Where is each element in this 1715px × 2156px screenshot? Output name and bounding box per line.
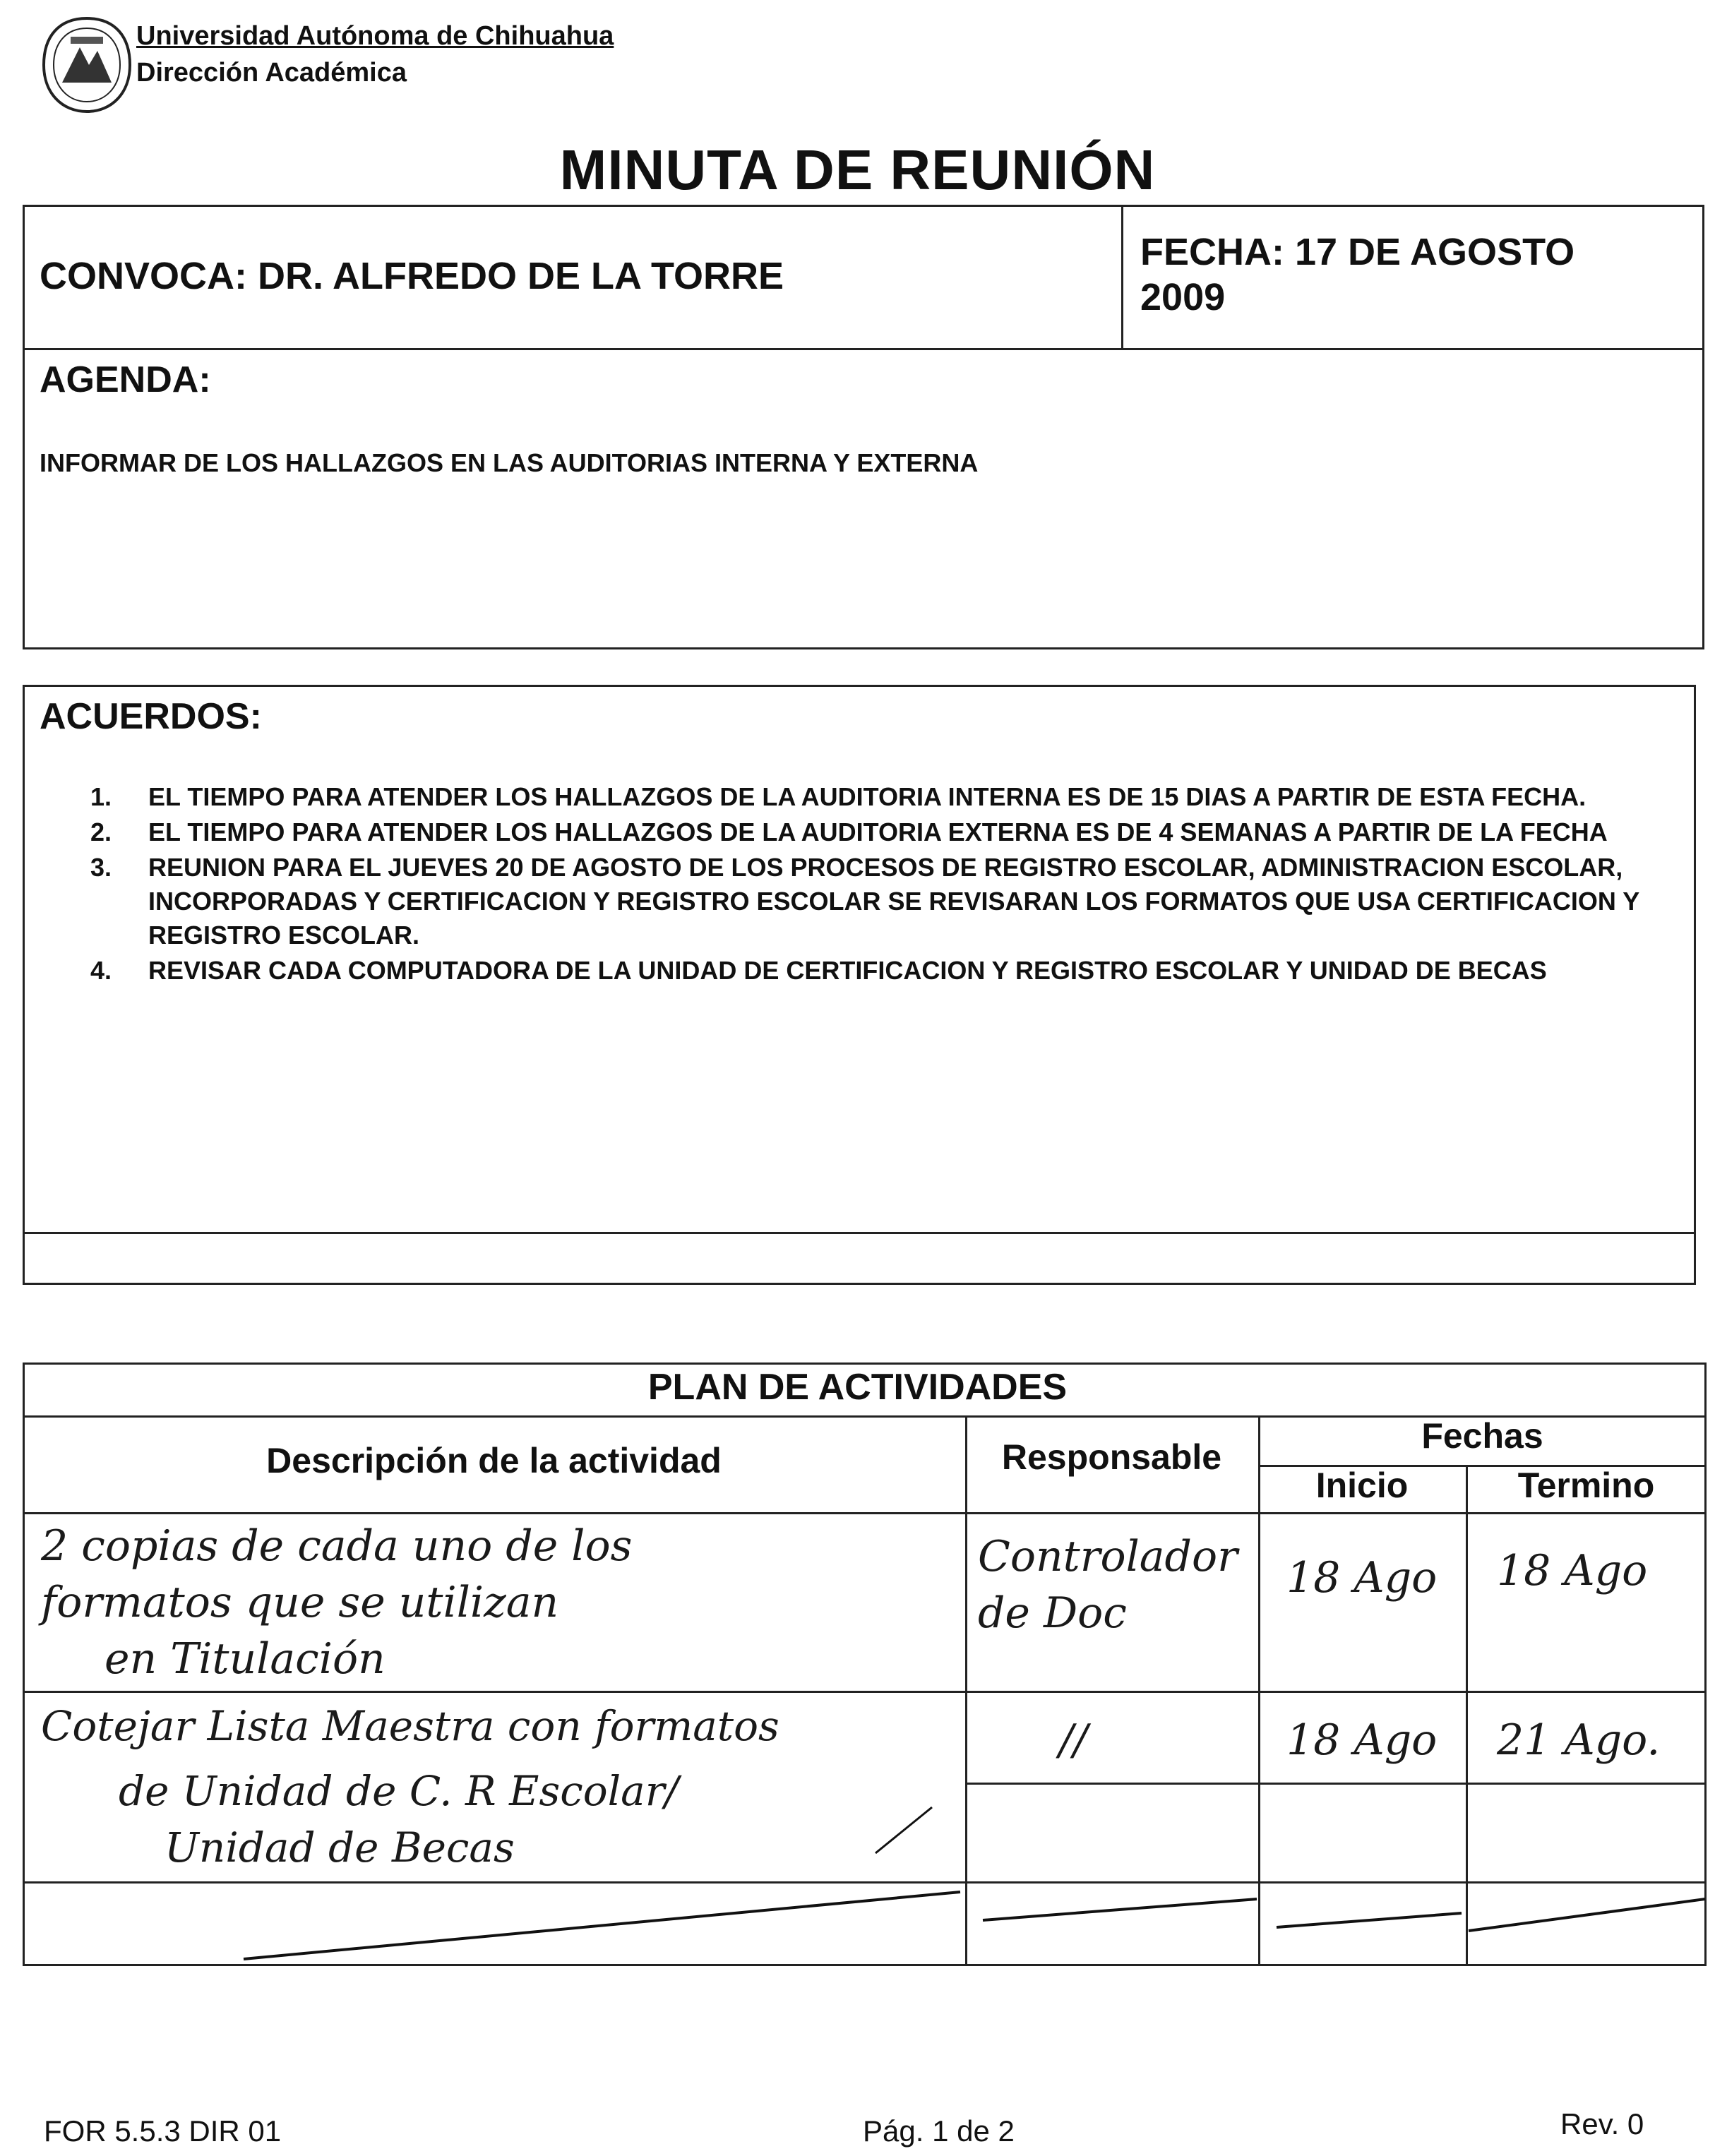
revision: Rev. 0	[1560, 2107, 1644, 2140]
plan-title: PLAN DE ACTIVIDADES	[647, 1367, 1068, 1408]
form-code: FOR 5.5.3 DIR 01	[44, 2114, 282, 2148]
activity-1-description: 2 copias de cada uno de los formatos que se utilizan en Titulación	[41, 1521, 633, 1684]
activity-2-description: Cotejar Lista Maestra con formatos de Unidad de C. R Escolar/ Unidad de Becas	[41, 1702, 779, 1871]
agenda-label: AGENDA:	[40, 359, 211, 400]
university-name: Universidad Autónoma de Chihuahua	[136, 21, 614, 51]
col-header-inicio: Inicio	[1315, 1466, 1409, 1505]
activity-2-termino: 21 Ago.	[1497, 1715, 1661, 1765]
department-name: Dirección Académica	[136, 58, 407, 88]
activity-2-inicio: 18 Ago	[1286, 1715, 1438, 1765]
acuerdo-item: 1. EL TIEMPO PARA ATENDER LOS HALLAZGOS DE LA AUDITORIA INTERNA ES DE 15 DIAS A PARTIR DE ESTA FECHA.	[90, 782, 1586, 811]
col-header-fechas: Fechas	[1421, 1416, 1543, 1456]
acuerdo-item: 3. REUNION PARA EL JUEVES 20 DE AGOSTO DE LOS PROCESOS DE REGISTRO ESCOLAR, ADMINISTRACION ESCOLAR, INCORPORADAS Y CERTIFICACION Y REGISTRO ESCOLAR SE REVISARAN LOS FORMATOS QUE USA CERTIFICACION Y REGISTRO ESCOLAR.	[90, 853, 1639, 950]
fecha-line-1: FECHA: 17 DE AGOSTO	[1140, 231, 1575, 273]
acuerdos-label: ACUERDOS:	[40, 696, 262, 737]
document-title: MINUTA DE REUNIÓN	[559, 138, 1156, 201]
fecha-line-2: 2009	[1140, 276, 1226, 318]
col-header-responsable: Responsable	[1001, 1437, 1222, 1477]
activity-1-responsable: Controlador de Doc	[978, 1532, 1238, 1638]
agenda-text: INFORMAR DE LOS HALLAZGOS EN LAS AUDITORIAS INTERNA Y EXTERNA	[40, 448, 979, 477]
col-header-termino: Termino	[1517, 1466, 1655, 1505]
col-header-descripcion: Descripción de la actividad	[266, 1441, 722, 1480]
page-number: Pág. 1 de 2	[863, 2114, 1015, 2148]
activity-1-inicio: 18 Ago	[1286, 1553, 1438, 1603]
activity-1-termino: 18 Ago	[1497, 1546, 1648, 1595]
acuerdo-item: 4. REVISAR CADA COMPUTADORA DE LA UNIDAD DE CERTIFICACION Y REGISTRO ESCOLAR Y UNIDAD DE BECAS	[90, 956, 1547, 985]
acuerdo-item: 2. EL TIEMPO PARA ATENDER LOS HALLAZGOS DE LA AUDITORIA EXTERNA ES DE 4 SEMANAS A PARTIR DE LA FECHA	[90, 818, 1608, 846]
convoca-field: CONVOCA: DR. ALFREDO DE LA TORRE	[40, 255, 784, 297]
activity-2-responsable: //	[1059, 1715, 1088, 1765]
